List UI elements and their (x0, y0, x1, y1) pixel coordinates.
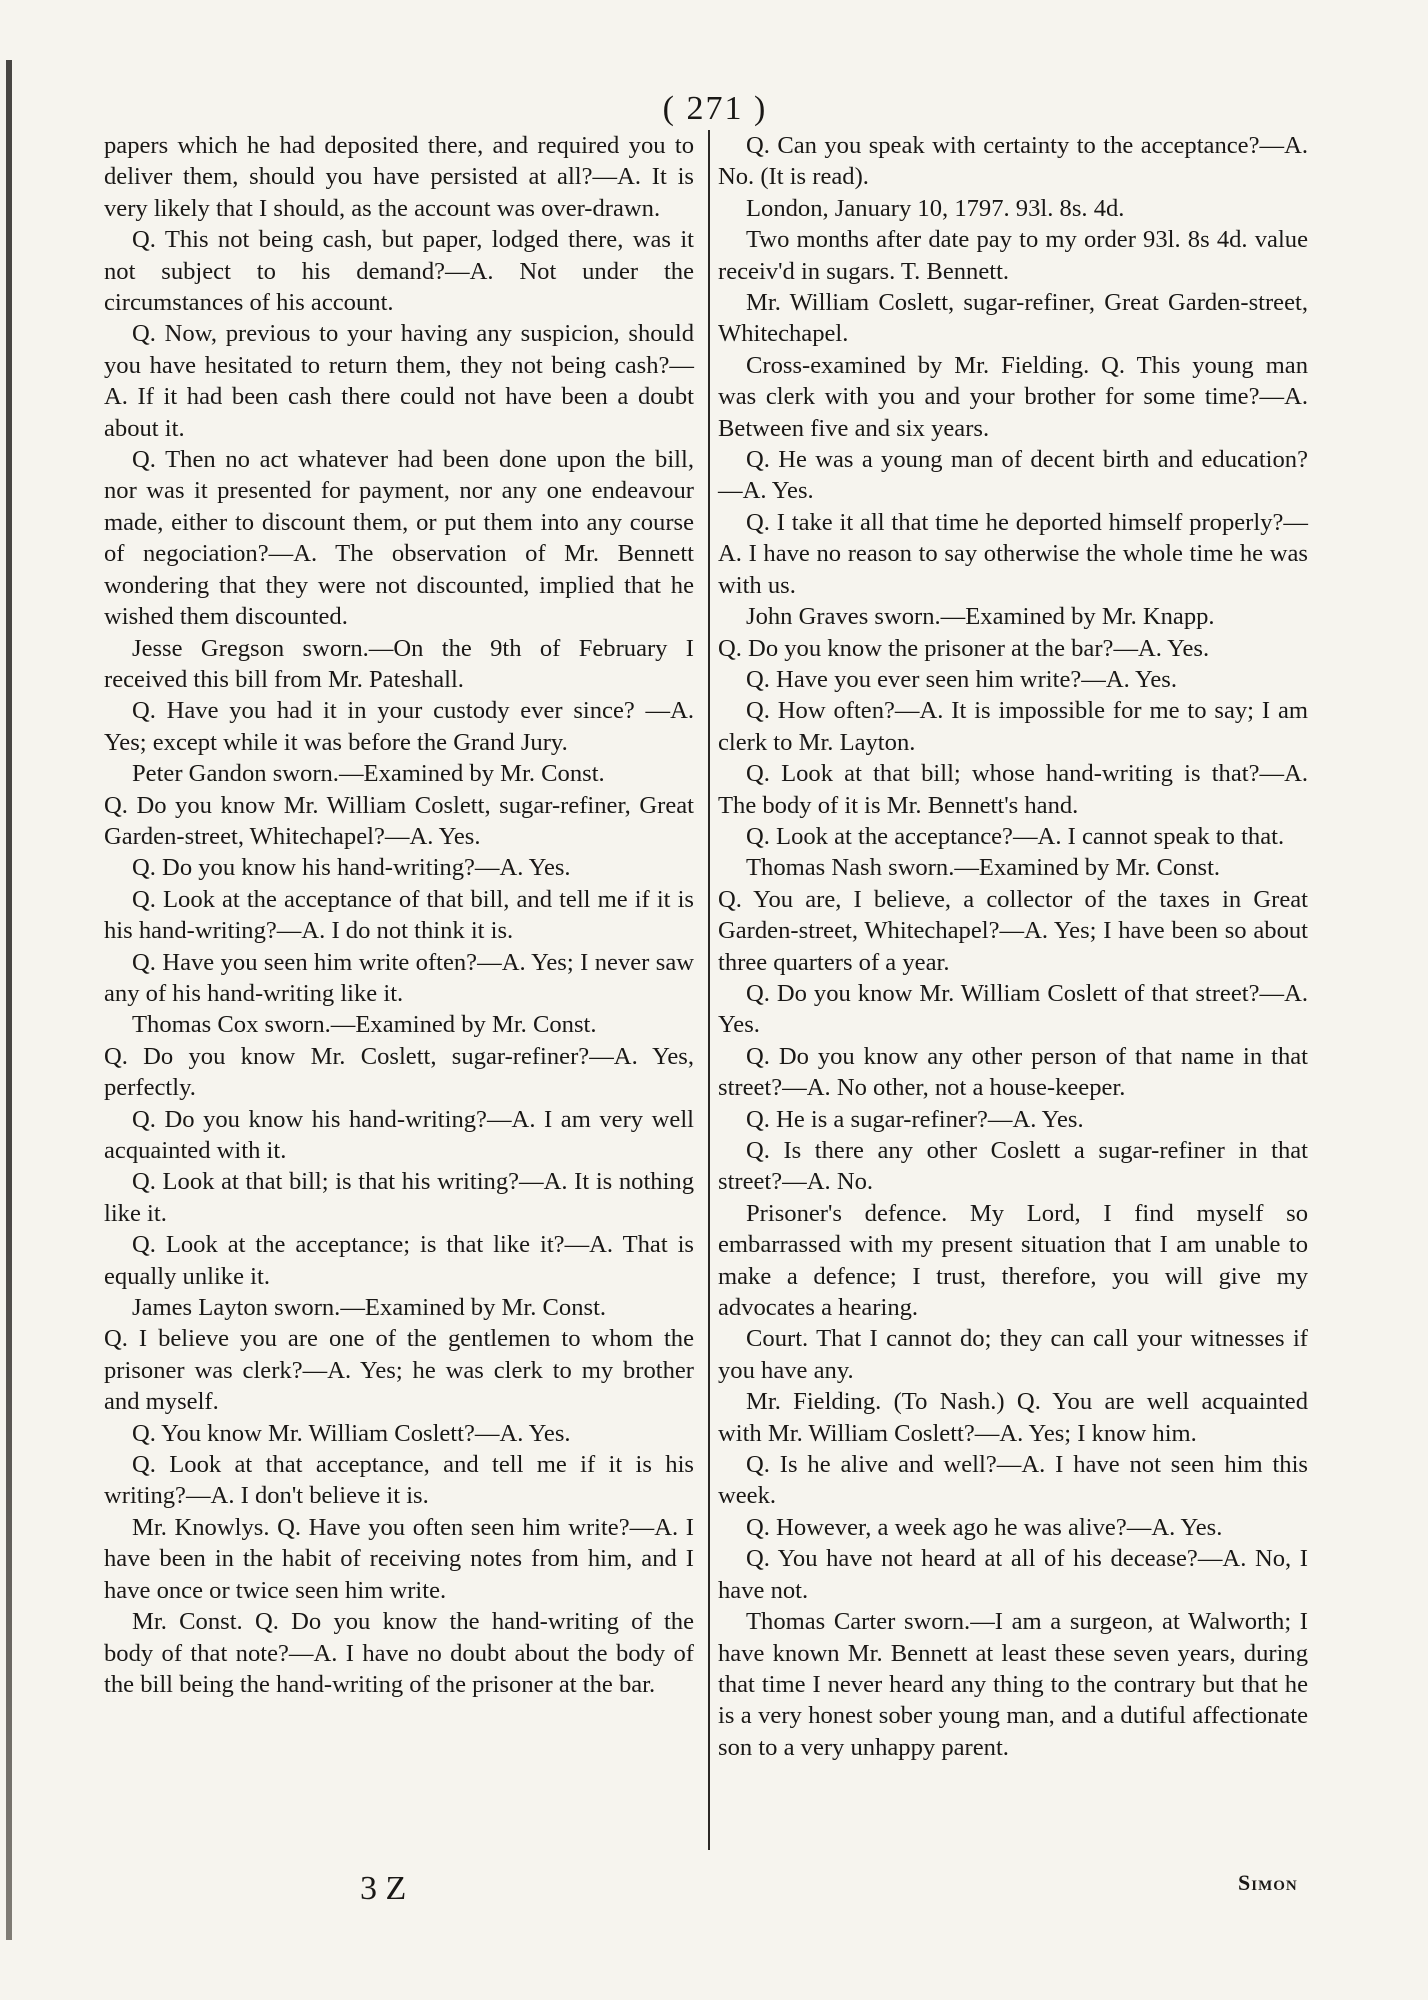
paragraph: Q. Do you know his hand-writing?—A. I am very well acquainted with it. (104, 1105, 694, 1164)
paragraph: Q. Have you had it in your custody ever since? —A. Yes; except while it was before the Grand Jury. (104, 697, 694, 756)
signature-mark: 3 Z (360, 1870, 407, 1907)
paragraph: Q. Do you know Mr. William Coslett, sugar-refiner, Great Garden-street, Whitechapel?—A. Yes. (104, 791, 694, 850)
paragraph: Mr. William Coslett, sugar-refiner, Great Garden-street, Whitechapel. (718, 289, 1308, 348)
paragraph: Q. Do you know Mr. Coslett, sugar-refiner?—A. Yes, perfectly. (104, 1042, 694, 1102)
paragraph: Q. You have not heard at all of his decease?—A. No, I have not. (718, 1545, 1308, 1604)
paragraph: Peter Gandon sworn.—Examined by Mr. Const. (132, 760, 605, 788)
paragraph: Thomas Cox sworn.—Examined by Mr. Const. (132, 1011, 597, 1039)
paragraph: Two months after date pay to my order 93l. 8s 4d. value receiv'd in sugars. T. Bennett. (718, 226, 1308, 285)
paragraph: Q. Can you speak with certainty to the acceptance?—A. No. (It is read). (718, 132, 1308, 191)
paragraph: London, January 10, 1797. 93l. 8s. 4d. (746, 194, 1125, 222)
paragraph: Prisoner's defence. My Lord, I find myself so embarrassed with my present situation that I am unable to make a defence; I trust, therefore, you will give my advocates a hearing. (718, 1199, 1308, 1322)
paragraph: Jesse Gregson sworn.—On the 9th of February I received this bill from Mr. Pateshall. (104, 634, 694, 693)
paragraph: John Graves sworn.—Examined by Mr. Knapp. (746, 603, 1215, 631)
paragraph: Q. You are, I believe, a collector of the taxes in Great Garden-street, Whitechapel?—A. Yes; I have been so about three quarters of a year. (718, 885, 1308, 976)
paragraph: Thomas Nash sworn.—Examined by Mr. Const. (746, 854, 1221, 882)
paragraph: Q. He was a young man of decent birth and education?—A. Yes. (718, 446, 1308, 505)
paragraph: Q. Do you know Mr. William Coslett of that street?—A. Yes. (718, 979, 1308, 1039)
paragraph: Thomas Carter sworn.—I am a surgeon, at Walworth; I have known Mr. Bennett at least these seven years, during that time I never heard any thing to the contrary but that he is a very honest sober young man, and a dutiful affectionate son to a very unhappy parent. (718, 1608, 1308, 1761)
paragraph: James Layton sworn.—Examined by Mr. Const. (132, 1294, 607, 1322)
paragraph: Mr. Const. Q. Do you know the hand-writing of the body of that note?—A. I have no doubt about the body of the bill being the hand-writing of the prisoner at the bar. (104, 1608, 694, 1698)
page-edge-shadow (6, 60, 12, 1940)
paragraph: Q. This not being cash, but paper, lodged there, was it not subject to his demand?—A. Not under the circumstances of his account. (104, 226, 694, 317)
paragraph: Q. Look at the acceptance; is that like it?—A. That is equally unlike it. (104, 1231, 694, 1290)
page-number: ( 271 ) (662, 90, 768, 127)
paragraph: Q. Then no act whatever had been done upon the bill, nor was it presented for payment, nor any one endeavour made, either to discount them, or put them into any course of negociation?—A. The observation of Mr. Bennett wondering that they were not discounted, implied that he wished them discounted. (104, 446, 694, 631)
paragraph: Mr. Fielding. (To Nash.) Q. You are well acquainted with Mr. William Coslett?—A. Yes; I know him. (718, 1388, 1308, 1447)
left-column (104, 130, 694, 1700)
paragraph: Q. Look at that bill; whose hand-writing is that?—A. The body of it is Mr. Bennett's hand. (718, 760, 1308, 819)
paragraph: Q. Look at the acceptance?—A. I cannot speak to that. (746, 822, 1285, 850)
paragraph: Q. Look at that acceptance, and tell me if it is his writing?—A. I don't believe it is. (104, 1451, 694, 1510)
paragraph: Q. However, a week ago he was alive?—A. Yes. (746, 1513, 1223, 1541)
paragraph: Q. Have you ever seen him write?—A. Yes. (746, 665, 1177, 693)
paragraph: Q. Look at that bill; is that his writing?—A. It is nothing like it. (104, 1168, 694, 1227)
column-rule (708, 130, 710, 1850)
paragraph: papers which he had deposited there, and required you to deliver them, should you have persisted at all?—A. It is very likely that I should, as the account was over-drawn. (104, 132, 694, 222)
paragraph: Q. You know Mr. William Coslett?—A. Yes. (132, 1419, 571, 1447)
paragraph: Q. Do you know any other person of that name in that street?—A. No other, not a house-keeper. (718, 1042, 1308, 1102)
catchword: Simon (1238, 1870, 1298, 1895)
paragraph: Q. Look at the acceptance of that bill, and tell me if it is his hand-writing?—A. I do not think it is. (104, 885, 694, 945)
paragraph: Cross-examined by Mr. Fielding. Q. This young man was clerk with you and your brother for some time?—A. Between five and six years. (718, 351, 1308, 442)
paragraph: Q. He is a sugar-refiner?—A. Yes. (746, 1105, 1084, 1133)
paragraph: Court. That I cannot do; they can call your witnesses if you have any. (718, 1325, 1308, 1384)
paragraph: Q. I believe you are one of the gentlemen to whom the prisoner was clerk?—A. Yes; he was clerk to my brother and myself. (104, 1325, 694, 1416)
right-column (718, 130, 1308, 1763)
paragraph: Q. Is there any other Coslett a sugar-refiner in that street?—A. No. (718, 1137, 1308, 1196)
paragraph: Q. How often?—A. It is impossible for me to say; I am clerk to Mr. Layton. (718, 697, 1308, 756)
paragraph: Q. Is he alive and well?—A. I have not seen him this week. (718, 1451, 1308, 1510)
paragraph: Q. Have you seen him write often?—A. Yes; I never saw any of his hand-writing like it. (104, 948, 694, 1007)
paragraph: Q. Now, previous to your having any suspicion, should you have hesitated to return them, they not being cash?—A. If it had been cash there could not have been a doubt about it. (104, 320, 694, 442)
paragraph: Q. Do you know the prisoner at the bar?—A. Yes. (718, 634, 1210, 662)
paragraph: Q. I take it all that time he deported himself properly?—A. I have no reason to say otherwise the whole time he was with us. (718, 508, 1308, 599)
paragraph: Mr. Knowlys. Q. Have you often seen him write?—A. I have been in the habit of receiving notes from him, and I have once or twice seen him write. (104, 1513, 694, 1604)
paragraph: Q. Do you know his hand-writing?—A. Yes. (132, 854, 571, 882)
